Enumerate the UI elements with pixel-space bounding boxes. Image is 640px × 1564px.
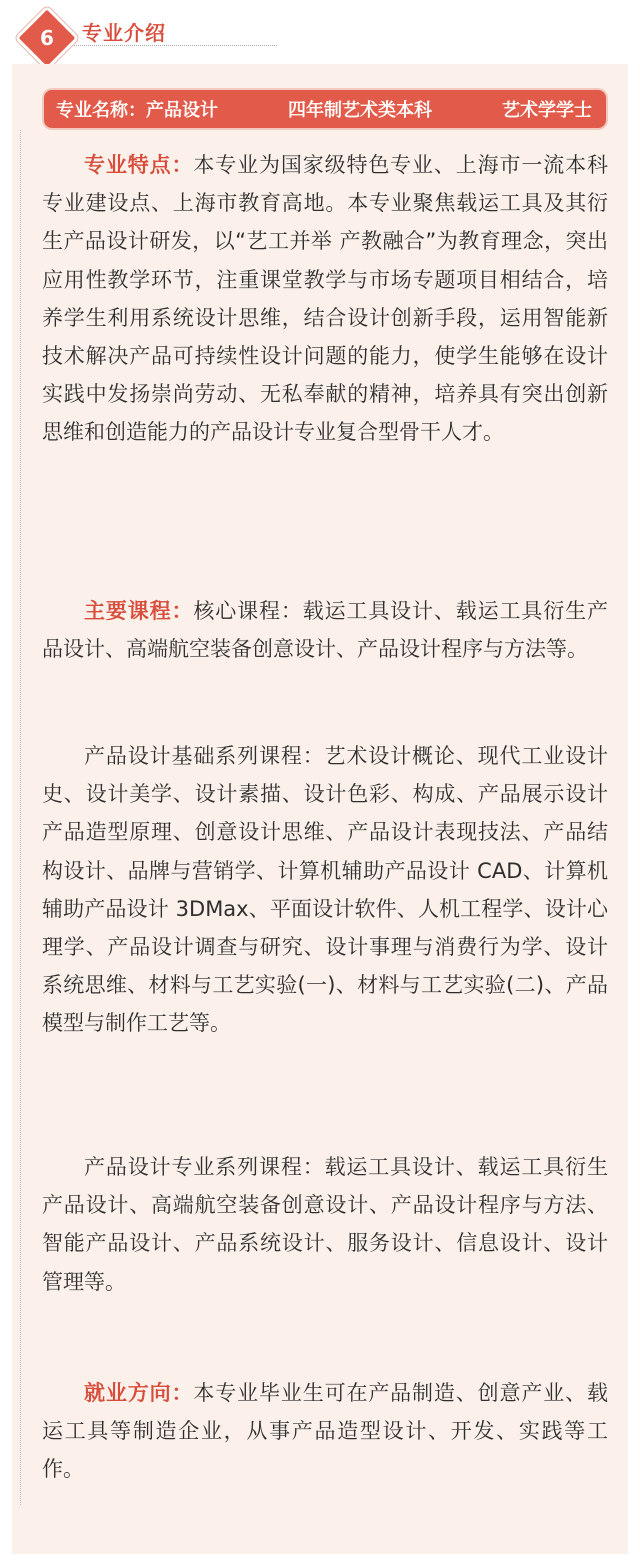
major-courses-text: 产品设计专业系列课程：载运工具设计、载运工具衍生产品设计、高端航空装备创意设计、产品设计程序与方法、智能产品设计、产品系统设计、服务设计、信息设计、设计管理等。 — [42, 1155, 608, 1294]
employment-paragraph — [42, 1374, 608, 1489]
section-number: 6 — [40, 26, 54, 50]
features-paragraph — [42, 146, 608, 452]
basic-courses-text: 产品设计基础系列课程：艺术设计概论、现代工业设计史、设计美学、设计素描、设计色彩、构成、产品展示设计产品造型原理、创意设计思维、产品设计表现技法、产品结构设计、品牌与营销学、计算机辅助产品设计 CAD、计算机辅助产品设计 3DMax、平面设计软件、人机工程学、设计心理学、产品设计调查与研究、设计事理与消费行为学、设计系统思维、材料与工艺实验(一)、材料与工艺实验(二)、产品模型与制作工艺等。 — [42, 744, 608, 1036]
features-text: 本专业为国家级特色专业、上海市一流本科专业建设点、上海市教育高地。本专业聚焦载运工具及其衍生产品设计研发，以“艺工并举 产教融合”为教育理念，突出应用性教学环节，注重课堂教学与市场专题项目相结合，培养学生利用系统设计思维，结合设计创新手段，运用智能新技术解决产品可持续性设计问题的能力，使学生能够在设计实践中发扬崇尚劳动、无私奉献的精神，培养具有突出创新思维和创造能力的产品设计专业复合型骨干人才。 — [42, 153, 609, 445]
degree-type: 艺术学学士 — [502, 100, 592, 121]
courses-label: 主要课程： — [84, 599, 194, 623]
core-courses-paragraph — [42, 592, 608, 668]
section-header — [0, 0, 640, 64]
card-left-divider — [20, 130, 21, 1505]
features-label: 专业特点： — [84, 153, 194, 177]
major-name-bar — [44, 90, 606, 128]
basic-courses-paragraph — [42, 737, 608, 1043]
section-title: 专业介绍 — [82, 21, 166, 45]
core-courses-text: 核心课程：载运工具设计、载运工具衍生产品设计、高端航空装备创意设计、产品设计程序与方法等。 — [42, 599, 609, 662]
major-courses-paragraph — [42, 1148, 608, 1301]
study-system: 四年制艺术类本科 — [288, 100, 432, 121]
employment-label: 就业方向： — [84, 1381, 194, 1405]
employment-text: 本专业毕业生可在产品制造、创意产业、载运工具等制造企业，从事产品造型设计、开发、实践等工作。 — [42, 1381, 609, 1482]
major-name: 专业名称：产品设计 — [56, 100, 218, 121]
